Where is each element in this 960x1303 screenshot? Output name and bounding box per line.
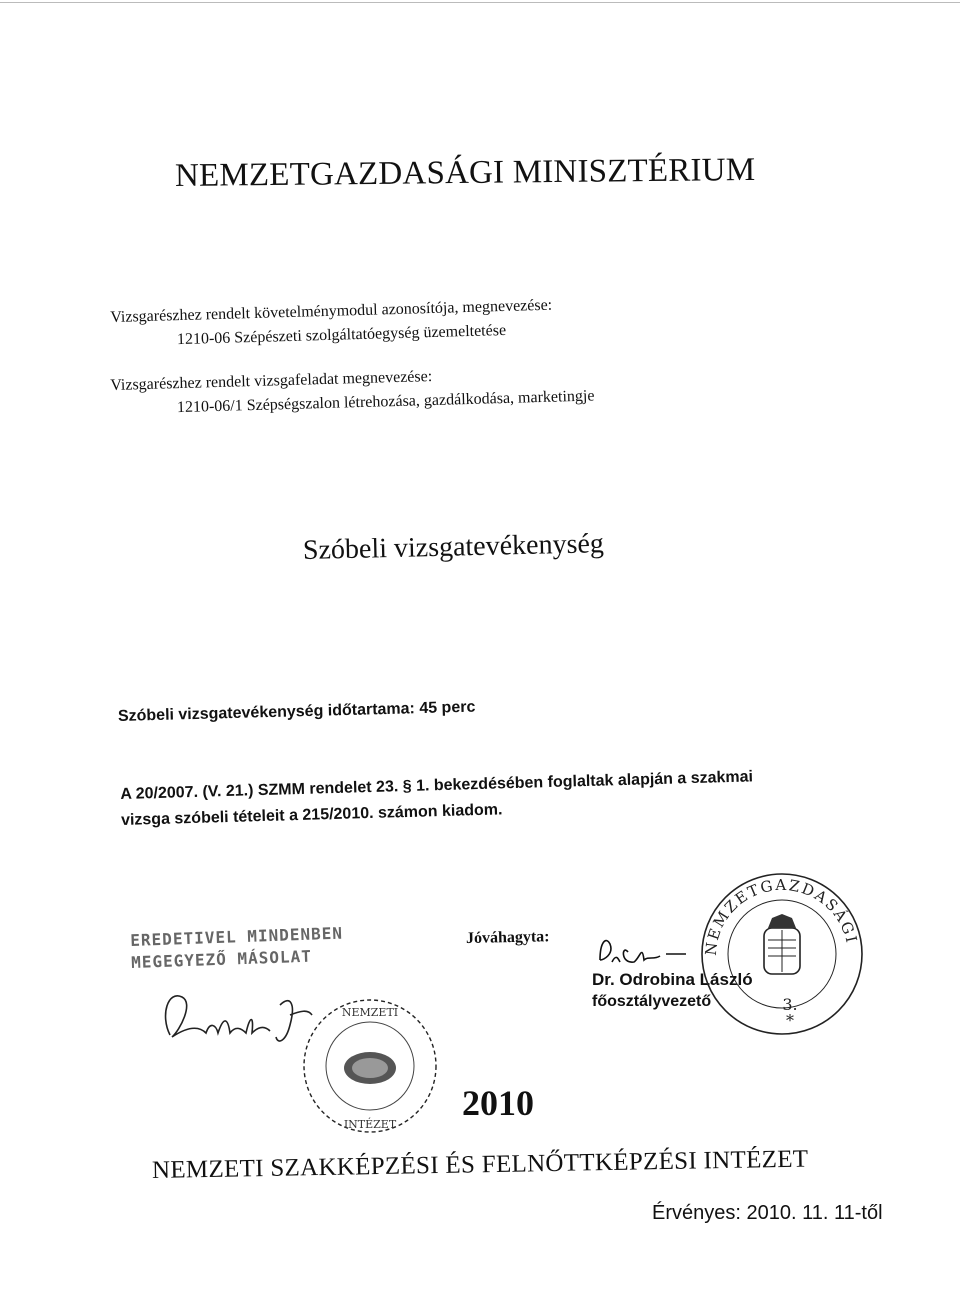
institute-seal: [300, 996, 440, 1136]
institute-name: NEMZETI SZAKKÉPZÉSI ÉS FELNŐTTKÉPZÉSI INTÉZET: [151, 1145, 809, 1184]
ministry-seal-text: NEMZETGAZDASÁGI MINISZTÉRIUM: [683, 846, 862, 957]
ministry-seal: [683, 846, 872, 1040]
copy-stamp-line-1: EREDETIVEL MINDENBEN: [130, 923, 344, 950]
ministry-title: NEMZETGAZDASÁGI MINISZTÉRIUM: [174, 151, 756, 194]
exam-duration: Szóbeli vizsgatevékenység időtartama: 45 perc: [117, 698, 476, 725]
approver-role: főosztályvezető: [592, 993, 712, 1010]
year: 2010: [462, 1083, 534, 1123]
task-block: [110, 360, 595, 421]
copy-stamp: [130, 923, 344, 974]
ministry-seal-number: 3.: [782, 995, 798, 1014]
decree-line-1: A 20/2007. (V. 21.) SZMM rendelet 23. § 1. bekezdésében foglaltak alapján a szakmai: [120, 768, 754, 803]
exam-heading: Szóbeli vizsgatevékenység: [302, 528, 605, 566]
task-label: Vizsgarészhez rendelt vizsgafeladat megnevezése:: [110, 368, 433, 394]
validity-date: Érvényes: 2010. 11. 11-től: [652, 1202, 883, 1224]
svg-text:INTÉZET: INTÉZET: [343, 1118, 397, 1131]
module-block: [110, 294, 553, 354]
ministry-seal-star: *: [786, 1011, 794, 1030]
scan-top-edge: [0, 2, 960, 3]
decree-line-2: vizsga szóbeli tételeit a 215/2010. számon kiadom.: [120, 801, 503, 829]
task-value: 1210-06/1 Szépségszalon létrehozása, gazdálkodása, marketingje: [176, 387, 595, 417]
approval-label: Jóváhagyta:: [465, 928, 550, 947]
module-label: Vizsgarészhez rendelt követelménymodul azonosítója, megnevezése:: [110, 296, 553, 326]
approver-name: Dr. Odrobina László: [592, 970, 753, 989]
copy-stamp-line-2: MEGEGYEZŐ MÁSOLAT: [130, 946, 313, 972]
decree-paragraph: [120, 764, 754, 834]
svg-text:NEMZETI: NEMZETI: [341, 1006, 399, 1019]
module-value: 1210-06 Szépészeti szolgáltatóegység üzemeltetése: [176, 321, 507, 349]
